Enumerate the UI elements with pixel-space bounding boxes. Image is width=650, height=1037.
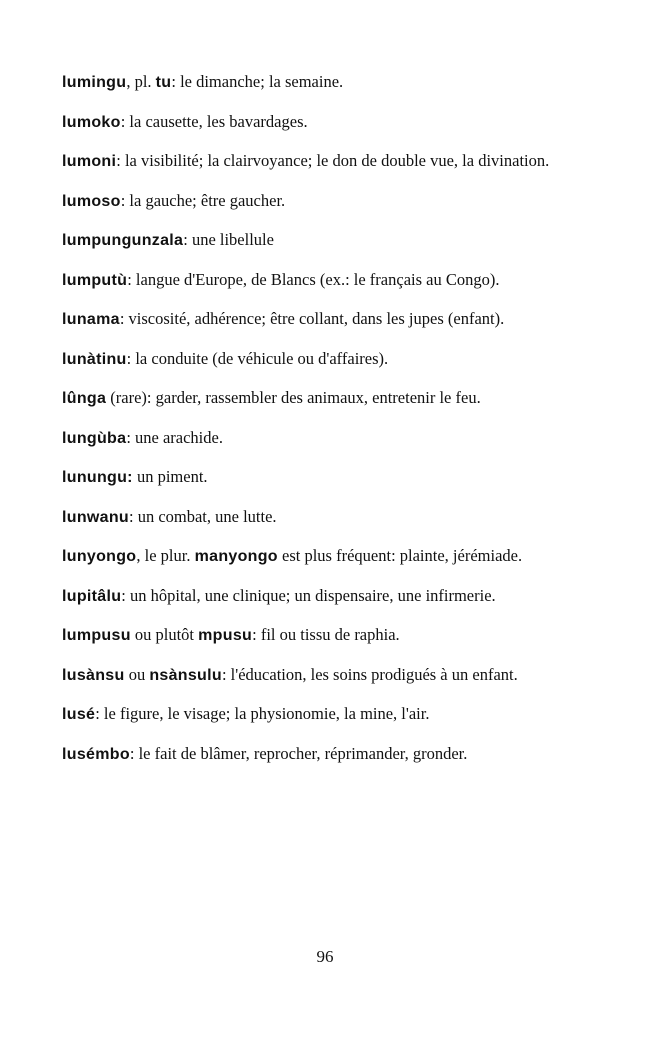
definition-text: : un hôpital, une clinique; un dispensaire, une infirmerie.: [121, 585, 496, 605]
dictionary-entry: [62, 467, 594, 487]
definition-text: : une libellule: [183, 230, 274, 249]
headword: lusémbo: [62, 745, 130, 763]
headword: lupitâlu: [62, 587, 122, 605]
dictionary-entry: [62, 507, 594, 527]
headword: lunwanu: [62, 508, 129, 526]
headword: lusé: [62, 706, 96, 723]
dictionary-entry: [62, 665, 594, 685]
dictionary-entry: [62, 704, 594, 724]
definition-text: ou: [124, 664, 150, 684]
definition-text: : la visibilité; la clairvoyance; le don de double vue, la divination.: [116, 151, 550, 170]
definition-text: : viscosité, adhérence; être collant, dans les jupes (enfant).: [119, 309, 505, 328]
headword: tu: [155, 74, 172, 91]
definition-text: est plus fréquent: plainte, jérémiade.: [277, 546, 523, 565]
definition-text: : l'éducation, les soins prodigués à un enfant.: [221, 664, 518, 684]
headword: lumpungunzala: [62, 232, 184, 249]
headword: lunyongo: [62, 548, 137, 565]
headword: lumingu: [62, 74, 127, 91]
definition-text: : le dimanche; la semaine.: [171, 72, 344, 91]
definition-text: , pl.: [126, 72, 156, 91]
definition-text: : le figure, le visage; la physionomie, la mine, l'air.: [95, 704, 430, 723]
definition-text: : la conduite (de véhicule ou d'affaires).: [126, 348, 389, 368]
definition-text: : la causette, les bavardages.: [120, 111, 308, 131]
dictionary-entry: [62, 309, 594, 329]
headword: lunungu:: [62, 469, 133, 486]
headword: lunama: [62, 311, 120, 328]
definition-text: (rare): garder, rassembler des animaux, entretenir le feu.: [106, 388, 481, 407]
dictionary-entry: [62, 388, 594, 408]
headword: lumoni: [62, 153, 117, 170]
definition-text: : la gauche; être gaucher.: [120, 190, 286, 210]
dictionary-entry: [62, 586, 594, 606]
dictionary-entry: [62, 191, 594, 211]
headword: nsànsulu: [149, 666, 222, 684]
headword: lumoso: [62, 192, 121, 210]
headword: lumoko: [62, 113, 121, 131]
dictionary-entry: [62, 151, 594, 171]
headword: lumputù: [62, 271, 128, 289]
page-number: 96: [316, 947, 334, 966]
dictionary-entry: [62, 625, 594, 645]
definition-text: : une arachide.: [126, 427, 223, 447]
headword: lunàtinu: [62, 350, 127, 368]
definition-text: ou plutôt: [130, 625, 199, 644]
definition-text: : langue d'Europe, de Blancs (ex.: le français au Congo).: [127, 269, 500, 289]
definition-text: un piment.: [132, 467, 208, 486]
dictionary-entry: [62, 112, 594, 132]
dictionary-entry: [62, 230, 594, 250]
headword: mpusu: [198, 627, 253, 644]
definition-text: , le plur.: [136, 546, 195, 565]
dictionary-entry: [62, 744, 594, 764]
headword: manyongo: [194, 548, 278, 565]
headword: lungùba: [62, 429, 127, 447]
dictionary-entry: [62, 72, 594, 92]
dictionary-entry: [62, 270, 594, 290]
dictionary-entry: [62, 546, 594, 566]
dictionary-entry: [62, 428, 594, 448]
definition-text: : fil ou tissu de raphia.: [252, 625, 400, 644]
definition-text: : un combat, une lutte.: [128, 506, 277, 526]
dictionary-entry: [62, 349, 594, 369]
headword: lumpusu: [62, 627, 131, 644]
definition-text: : le fait de blâmer, reprocher, réprimander, gronder.: [129, 743, 468, 763]
headword: lûnga: [62, 390, 107, 407]
headword: lusànsu: [62, 666, 125, 684]
entry-list: [62, 72, 594, 783]
